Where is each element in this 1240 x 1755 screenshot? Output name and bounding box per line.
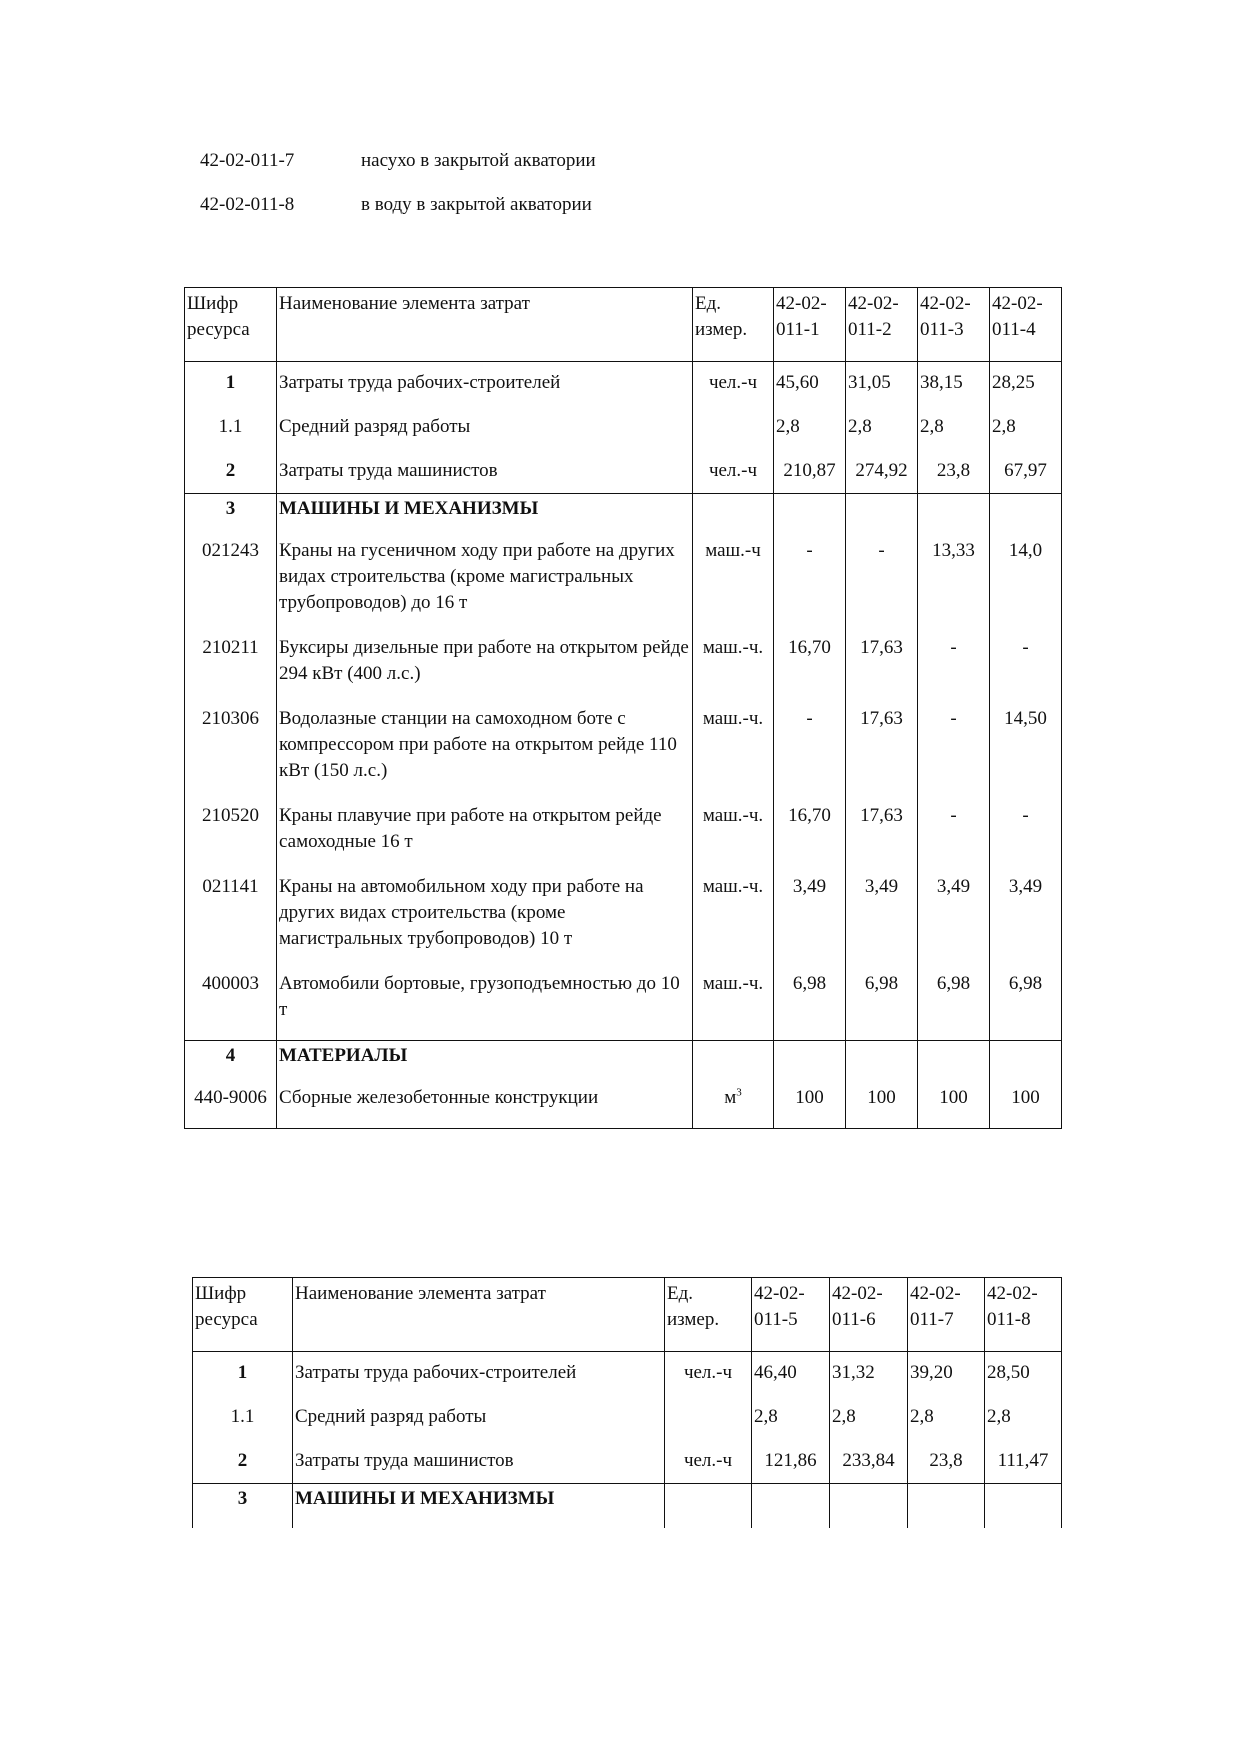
row-value: 16,70 bbox=[774, 635, 846, 706]
header-code: Шифр ресурса bbox=[185, 288, 277, 362]
row-value: 100 bbox=[846, 1085, 918, 1129]
row-unit: чел.-ч bbox=[665, 1352, 752, 1396]
section-title: МАТЕРИАЛЫ bbox=[277, 1041, 693, 1085]
row-value: 6,98 bbox=[918, 971, 990, 1041]
row-value: 2,8 bbox=[908, 1396, 985, 1440]
row-value: 31,05 bbox=[846, 362, 918, 406]
row-value: 3,49 bbox=[990, 874, 1062, 971]
row-value: 39,20 bbox=[908, 1352, 985, 1396]
row-value: 14,0 bbox=[990, 538, 1062, 635]
row-value: - bbox=[918, 706, 990, 803]
header-col: 42-02-011-1 bbox=[774, 288, 846, 362]
header-name: Наименование элемента затрат bbox=[277, 288, 693, 362]
row-code: 1 bbox=[185, 362, 277, 406]
header-unit: Ед. измер. bbox=[665, 1278, 752, 1352]
row-value: - bbox=[846, 538, 918, 635]
row-unit bbox=[693, 406, 774, 450]
header-unit: Ед. измер. bbox=[693, 288, 774, 362]
row-name: Затраты труда рабочих-строителей bbox=[293, 1352, 665, 1396]
row-value: 28,25 bbox=[990, 362, 1062, 406]
row-value: 2,8 bbox=[918, 406, 990, 450]
table-header-row bbox=[185, 288, 1062, 362]
row-value: 2,8 bbox=[846, 406, 918, 450]
row-unit: чел.-ч bbox=[693, 362, 774, 406]
row-name: Средний разряд работы bbox=[277, 406, 693, 450]
row-value: - bbox=[774, 538, 846, 635]
unit-text: м bbox=[724, 1086, 737, 1108]
row-value: 233,84 bbox=[830, 1440, 908, 1484]
row-value: 6,98 bbox=[846, 971, 918, 1041]
row-value: 38,15 bbox=[918, 362, 990, 406]
row-value: 17,63 bbox=[846, 706, 918, 803]
row-code: 400003 bbox=[185, 971, 277, 1041]
row-value: 100 bbox=[774, 1085, 846, 1129]
row-name: Затраты труда машинистов bbox=[293, 1440, 665, 1484]
row-unit bbox=[693, 1085, 774, 1129]
row-code: 1.1 bbox=[193, 1396, 293, 1440]
section-code: 3 bbox=[193, 1484, 293, 1528]
row-value: 31,32 bbox=[830, 1352, 908, 1396]
table-row bbox=[193, 1352, 1062, 1396]
row-name: Краны плавучие при работе на открытом рейде самоходные 16 т bbox=[277, 803, 693, 874]
row-value: 13,33 bbox=[918, 538, 990, 635]
table-row bbox=[185, 362, 1062, 406]
header-col: 42-02-011-4 bbox=[990, 288, 1062, 362]
row-unit: чел.-ч bbox=[693, 450, 774, 494]
row-code: 2 bbox=[185, 450, 277, 494]
header-col: 42-02-011-8 bbox=[985, 1278, 1062, 1352]
row-value: 2,8 bbox=[774, 406, 846, 450]
row-value: 3,49 bbox=[918, 874, 990, 971]
intro-line bbox=[200, 150, 596, 172]
header-col: 42-02-011-6 bbox=[830, 1278, 908, 1352]
row-unit: чел.-ч bbox=[665, 1440, 752, 1484]
row-value: 2,8 bbox=[752, 1396, 830, 1440]
row-code: 440-9006 bbox=[185, 1085, 277, 1129]
header-name: Наименование элемента затрат bbox=[293, 1278, 665, 1352]
row-value: 3,49 bbox=[846, 874, 918, 971]
row-value: 274,92 bbox=[846, 450, 918, 494]
section-title: МАШИНЫ И МЕХАНИЗМЫ bbox=[293, 1484, 665, 1528]
table-row bbox=[185, 706, 1062, 803]
row-value: 2,8 bbox=[990, 406, 1062, 450]
row-value: - bbox=[774, 706, 846, 803]
row-value: 16,70 bbox=[774, 803, 846, 874]
row-value: - bbox=[990, 803, 1062, 874]
header-col: 42-02-011-3 bbox=[918, 288, 990, 362]
row-name: Затраты труда рабочих-строителей bbox=[277, 362, 693, 406]
row-unit bbox=[665, 1396, 752, 1440]
row-name: Водолазные станции на самоходном боте с компрессором при работе на открытом рейде 110 кВт (150 л.с.) bbox=[277, 706, 693, 803]
table-row bbox=[185, 538, 1062, 635]
header-col: 42-02-011-7 bbox=[908, 1278, 985, 1352]
row-value: - bbox=[918, 803, 990, 874]
row-value: 6,98 bbox=[990, 971, 1062, 1041]
row-value: 23,8 bbox=[908, 1440, 985, 1484]
row-value: 100 bbox=[990, 1085, 1062, 1129]
resource-table-1 bbox=[184, 287, 1062, 1129]
row-code: 1 bbox=[193, 1352, 293, 1396]
row-code: 210211 bbox=[185, 635, 277, 706]
row-unit: маш.-ч. bbox=[693, 635, 774, 706]
intro-text: насухо в закрытой акватории bbox=[361, 150, 596, 171]
row-value: 2,8 bbox=[985, 1396, 1062, 1440]
row-code: 210306 bbox=[185, 706, 277, 803]
row-value: 6,98 bbox=[774, 971, 846, 1041]
row-unit: маш.-ч. bbox=[693, 874, 774, 971]
table-row bbox=[185, 874, 1062, 971]
header-col: 42-02-011-2 bbox=[846, 288, 918, 362]
header-code: Шифр ресурса bbox=[193, 1278, 293, 1352]
row-value: 28,50 bbox=[985, 1352, 1062, 1396]
row-value: - bbox=[990, 635, 1062, 706]
row-value: 46,40 bbox=[752, 1352, 830, 1396]
row-value: 23,8 bbox=[918, 450, 990, 494]
table-row bbox=[193, 1440, 1062, 1484]
row-unit: маш.-ч. bbox=[693, 706, 774, 803]
row-value: - bbox=[918, 635, 990, 706]
intro-code: 42-02-011-8 bbox=[200, 194, 295, 215]
intro-line bbox=[200, 194, 592, 216]
row-code: 2 bbox=[193, 1440, 293, 1484]
row-unit: маш.-ч. bbox=[693, 803, 774, 874]
row-unit: маш.-ч. bbox=[693, 971, 774, 1041]
row-name: Затраты труда машинистов bbox=[277, 450, 693, 494]
section-code: 4 bbox=[185, 1041, 277, 1085]
table-row bbox=[185, 450, 1062, 494]
row-value: 45,60 bbox=[774, 362, 846, 406]
section-code: 3 bbox=[185, 494, 277, 538]
row-value: 14,50 bbox=[990, 706, 1062, 803]
intro-code: 42-02-011-7 bbox=[200, 150, 295, 171]
row-unit: маш.-ч bbox=[693, 538, 774, 635]
row-name: Автомобили бортовые, грузоподъемностью до 10 т bbox=[277, 971, 693, 1041]
resource-table-2 bbox=[192, 1277, 1062, 1528]
table-row bbox=[185, 1085, 1062, 1129]
section-row bbox=[185, 1041, 1062, 1085]
row-value: 17,63 bbox=[846, 635, 918, 706]
row-code: 1.1 bbox=[185, 406, 277, 450]
row-value: 3,49 bbox=[774, 874, 846, 971]
row-name: Сборные железобетонные конструкции bbox=[277, 1085, 693, 1129]
table-row bbox=[185, 635, 1062, 706]
row-name: Буксиры дизельные при работе на открытом рейде 294 кВт (400 л.с.) bbox=[277, 635, 693, 706]
row-value: 111,47 bbox=[985, 1440, 1062, 1484]
header-col: 42-02-011-5 bbox=[752, 1278, 830, 1352]
row-value: 2,8 bbox=[830, 1396, 908, 1440]
row-code: 210520 bbox=[185, 803, 277, 874]
table-row bbox=[185, 971, 1062, 1041]
intro-text: в воду в закрытой акватории bbox=[361, 194, 592, 215]
row-value: 121,86 bbox=[752, 1440, 830, 1484]
table-row bbox=[185, 803, 1062, 874]
table-header-row bbox=[193, 1278, 1062, 1352]
row-name: Средний разряд работы bbox=[293, 1396, 665, 1440]
row-value: 67,97 bbox=[990, 450, 1062, 494]
row-code: 021243 bbox=[185, 538, 277, 635]
row-value: 210,87 bbox=[774, 450, 846, 494]
section-row bbox=[193, 1484, 1062, 1528]
table-row bbox=[185, 406, 1062, 450]
section-title: МАШИНЫ И МЕХАНИЗМЫ bbox=[277, 494, 693, 538]
row-name: Краны на автомобильном ходу при работе на других видах строительства (кроме магистральных трубопроводов) 10 т bbox=[277, 874, 693, 971]
row-value: 17,63 bbox=[846, 803, 918, 874]
row-code: 021141 bbox=[185, 874, 277, 971]
table-row bbox=[193, 1396, 1062, 1440]
unit-superscript: 3 bbox=[736, 1086, 742, 1099]
row-value: 100 bbox=[918, 1085, 990, 1129]
row-name: Краны на гусеничном ходу при работе на других видах строительства (кроме магистральных трубопроводов) до 16 т bbox=[277, 538, 693, 635]
section-row bbox=[185, 494, 1062, 538]
